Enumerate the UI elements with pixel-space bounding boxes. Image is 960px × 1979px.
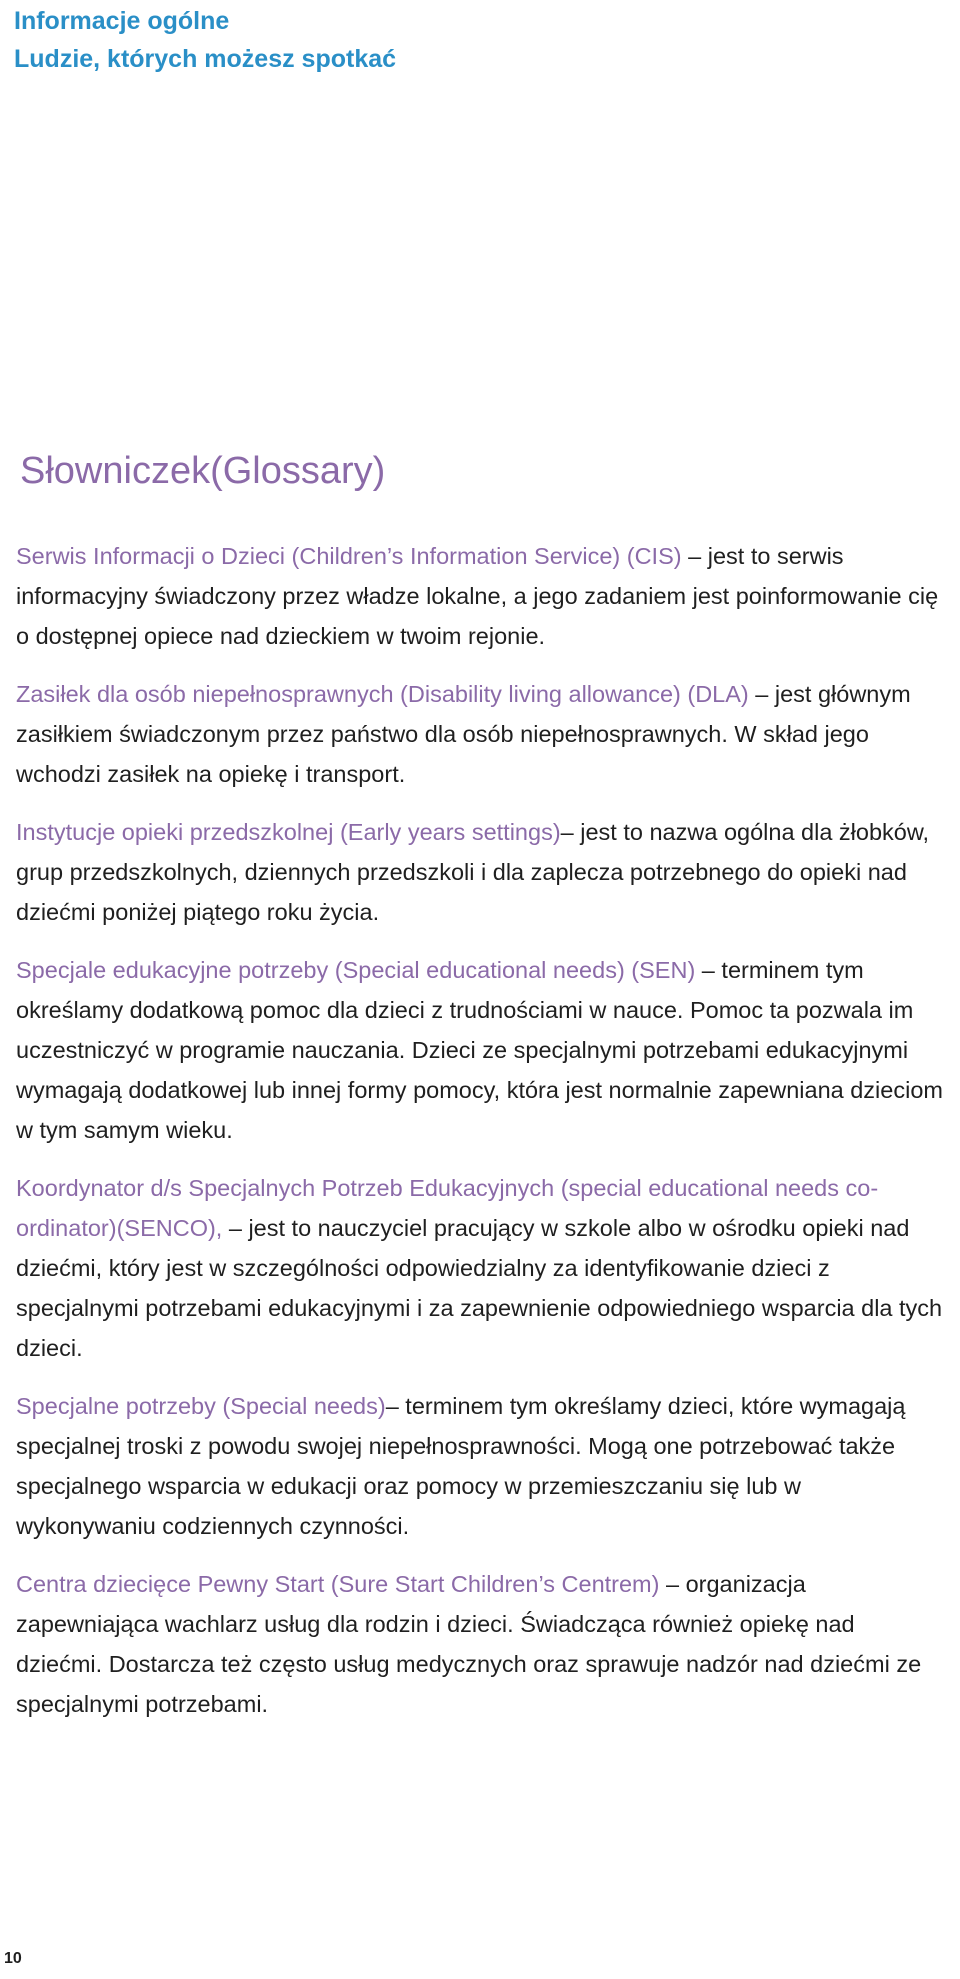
glossary-definition: – jest głównym zasiłkiem świadczonym przez państwo dla osób niepełnosprawnych. W skład jego wchodzi zasiłek na opiekę i transport. xyxy=(16,681,911,787)
glossary-entry-cis xyxy=(16,536,946,656)
page-number: 10 xyxy=(4,1950,22,1967)
glossary-term: Centra dziecięce Pewny Start (Sure Start Children’s Centrem) xyxy=(16,1571,660,1597)
section-subtitle: Ludzie, których możesz spotkać xyxy=(14,45,397,73)
glossary-term: Koordynator d/s Specjalnych Potrzeb Edukacyjnych (special educational needs co-ordinator)(SENCO), xyxy=(16,1175,879,1241)
glossary-term: Zasiłek dla osób niepełnosprawnych (Disability living allowance) (DLA) xyxy=(16,681,749,707)
glossary-definition: – jest to nauczyciel pracujący w szkole albo w ośrodku opieki nad dziećmi, który jest w szczególności odpowiedzialny za identyfikowanie dzieci z specjalnymi potrzebami edukacyjnymi i za zapewnienie odpowiedniego wsparcia dla tych dzieci. xyxy=(16,1215,943,1361)
glossary-term: Specjalne potrzeby (Special needs) xyxy=(16,1393,386,1419)
glossary-entry-special-needs xyxy=(16,1386,946,1546)
page-header xyxy=(14,2,396,78)
glossary-definition: – organizacja zapewniająca wachlarz usług dla rodzin i dzieci. Świadcząca również opiekę nad dziećmi. Dostarcza też często usług medycznych oraz sprawuje nadzór nad dziećmi ze specjalnymi potrzebami. xyxy=(16,1571,922,1717)
glossary-entry-sen xyxy=(16,950,946,1150)
glossary-definition: – terminem tym określamy dodatkową pomoc dla dzieci z trudnościami w nauce. Pomoc ta pozwala im uczestniczyć w programie nauczania. Dzieci ze specjalnymi potrzebami edukacyjnymi wymagają dodatkowej lub innej formy pomocy, która jest normalnie zapewniana dzieciom w tym samym wieku. xyxy=(16,957,943,1143)
glossary-term: Specjale edukacyjne potrzeby (Special educational needs) (SEN) xyxy=(16,957,696,983)
glossary-entry-sure-start xyxy=(16,1564,946,1724)
glossary-term: Serwis Informacji o Dzieci (Children’s Information Service) (CIS) xyxy=(16,543,682,569)
glossary-heading: Słowniczek(Glossary) xyxy=(20,450,386,492)
glossary-entry-early-years xyxy=(16,812,946,932)
glossary-definition: – jest to nazwa ogólna dla żłobków, grup przedszkolnych, dziennych przedszkoli i dla zaplecza potrzebnego do opieki nad dziećmi poniżej piątego roku życia. xyxy=(16,819,930,925)
glossary-definition: – jest to serwis informacyjny świadczony przez władze lokalne, a jego zadaniem jest poinformowanie cię o dostępnej opiece nad dzieckiem w twoim rejonie. xyxy=(16,543,939,649)
glossary-entry-dla xyxy=(16,674,946,794)
glossary-entry-senco xyxy=(16,1168,946,1368)
section-title: Informacje ogólne xyxy=(14,7,230,35)
glossary-definition: – terminem tym określamy dzieci, które wymagają specjalnej troski z powodu swojej niepełnosprawności. Mogą one potrzebować także specjalnego wsparcia w edukacji oraz pomocy w przemieszczaniu się lub w wykonywaniu codziennych czynności. xyxy=(16,1393,906,1539)
glossary-list xyxy=(16,536,946,1742)
glossary-term: Instytucje opieki przedszkolnej (Early years settings) xyxy=(16,819,561,845)
